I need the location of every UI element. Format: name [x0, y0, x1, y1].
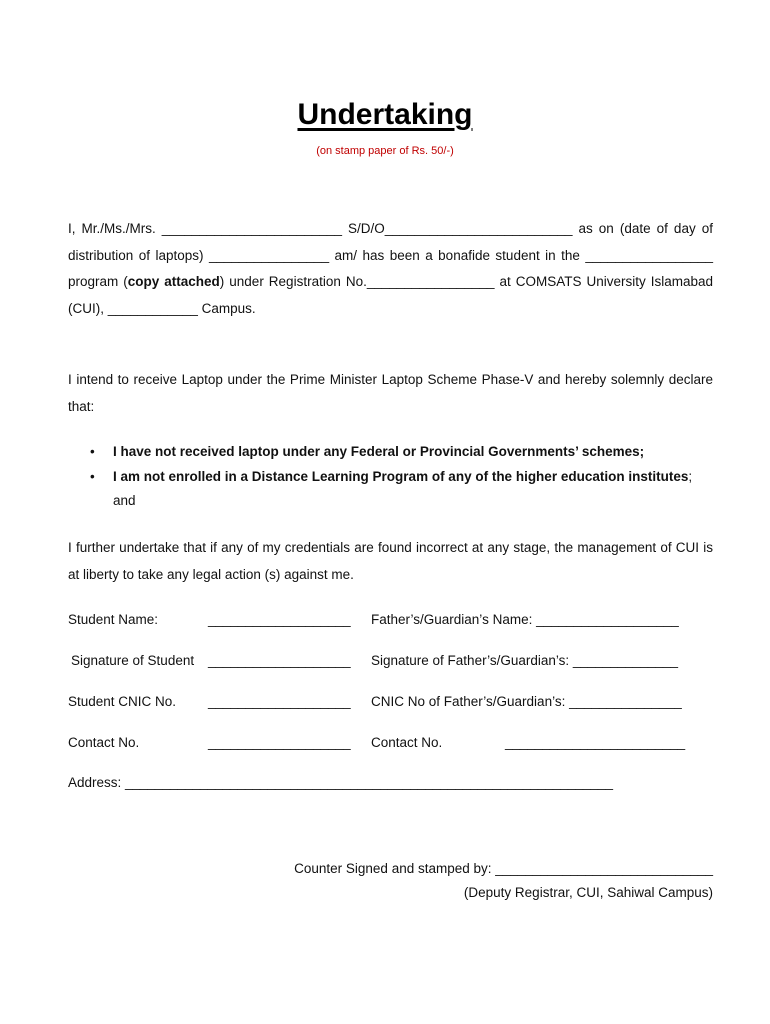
document-title: Undertaking: [297, 98, 473, 131]
father-cnic-field[interactable]: CNIC No of Father’s/Guardian’s: _______________: [371, 694, 682, 709]
signature-row: [68, 653, 718, 673]
declaration-text-a: I, Mr./Ms./Mrs. ________________________ S/D/O_________________________ as on (date of day of distribution of laptops) ________________ am/ has been a bonafide student in the _________________ program (: [68, 221, 713, 289]
name-row: [68, 612, 718, 632]
declaration-paragraph: [68, 216, 713, 322]
declaration-list: [90, 440, 710, 514]
address-row: [68, 775, 718, 795]
declaration-text-b: ) under Registration No._________________ at COMSATS University Islamabad (CUI), ____________ Campus.: [68, 274, 714, 316]
copy-attached-text: copy attached: [127, 274, 220, 289]
document-subtitle: (on stamp paper of Rs. 50/-): [316, 145, 454, 157]
bullet-icon: •: [90, 468, 95, 484]
signature-father-field[interactable]: Signature of Father’s/Guardian’s: ______________: [371, 653, 678, 668]
bullet-icon: •: [90, 444, 95, 459]
father-contact-label: Contact No.: [371, 735, 443, 750]
counter-sign-designation: (Deputy Registrar, CUI, Sahiwal Campus): [463, 885, 713, 900]
counter-sign-line: Counter Signed and stamped by: _____________________________: [294, 861, 713, 876]
signature-student-field[interactable]: ___________________: [208, 653, 351, 668]
student-name-field[interactable]: ___________________: [208, 612, 351, 627]
contact-field[interactable]: ___________________: [208, 735, 351, 750]
cnic-row: [68, 694, 718, 714]
student-cnic-field[interactable]: ___________________: [208, 694, 351, 709]
contact-row: [68, 735, 718, 755]
intent-paragraph: I intend to receive Laptop under the Prime Minister Laptop Scheme Phase-V and hereby solemnly declare that:: [68, 372, 713, 414]
signature-student-label: Signature of Student: [71, 653, 195, 668]
contact-label: Contact No.: [68, 735, 140, 750]
father-name-field[interactable]: Father’s/Guardian’s Name: ___________________: [371, 612, 679, 627]
list-item-tail: ; and: [113, 468, 693, 508]
address-field[interactable]: Address: _________________________________________________________________: [68, 775, 614, 790]
list-item-text: I am not enrolled in a Distance Learning Program of any of the higher education institutes: [113, 468, 689, 484]
list-item: [90, 440, 710, 465]
father-contact-field[interactable]: ________________________: [505, 735, 686, 750]
list-item-text: I have not received laptop under any Federal or Provincial Governments’ schemes;: [113, 444, 645, 459]
student-name-label: Student Name:: [68, 612, 159, 627]
list-item: [90, 465, 710, 514]
undertake-paragraph: I further undertake that if any of my credentials are found incorrect at any stage, the management of CUI is at liberty to take any legal action (s) against me.: [68, 540, 713, 582]
student-cnic-label: Student CNIC No.: [68, 694, 177, 709]
